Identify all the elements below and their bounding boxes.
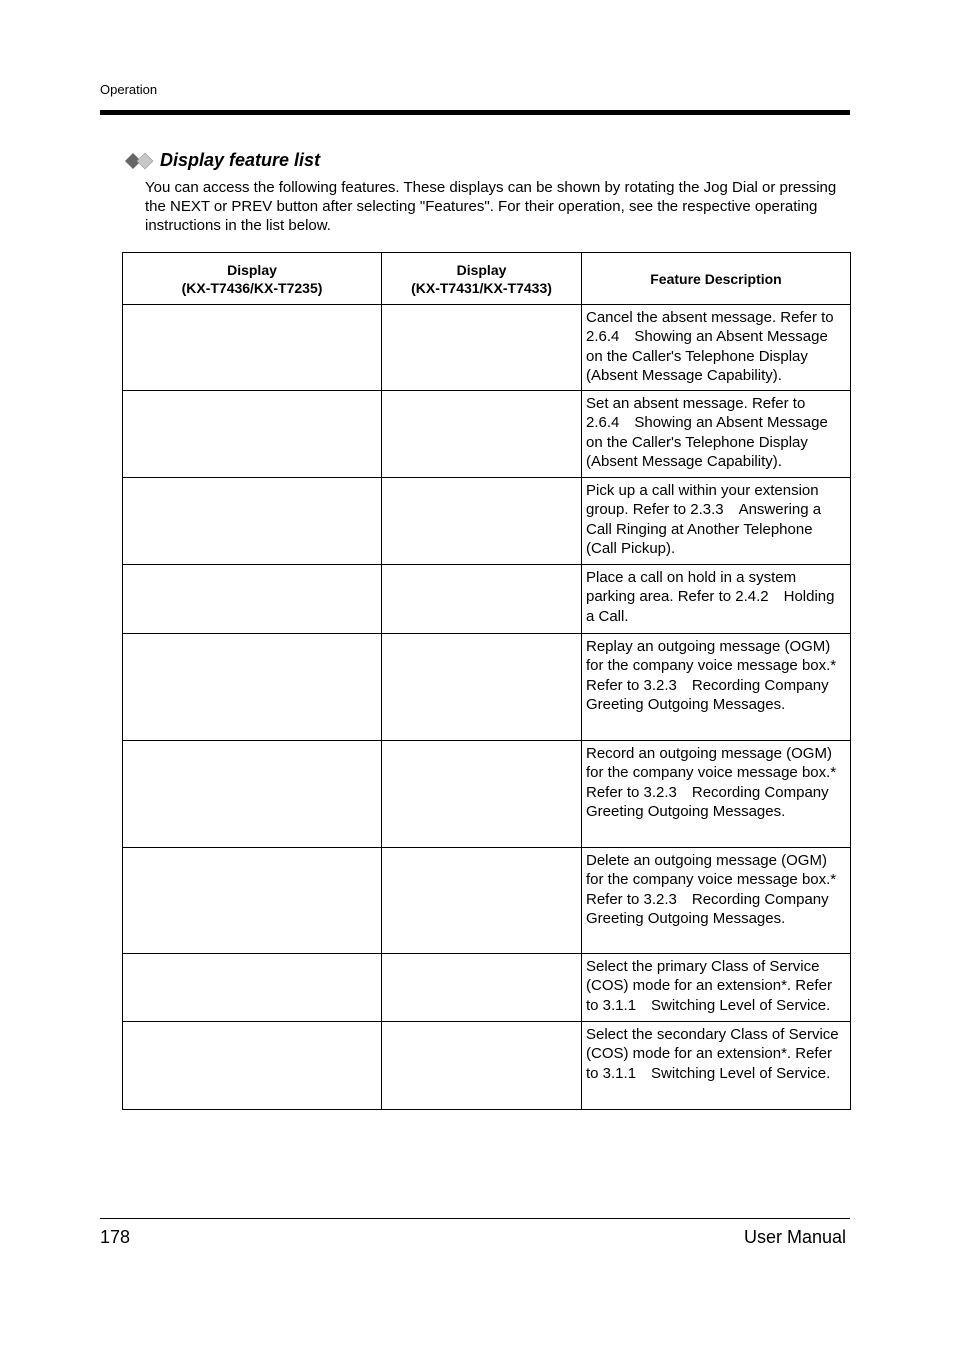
header-line: (KX-T7436/KX-T7235): [181, 279, 323, 296]
cell-description: Replay an outgoing message (OGM) for the company voice message box.* Refer to 3.2.3 Recording Company Greeting Outgoing Messages.: [582, 634, 851, 741]
header-display-kx-t7436: [123, 253, 382, 305]
cell-description: Select the primary Class of Service (COS) mode for an extension*. Refer to 3.1.1 Switching Level of Service.: [582, 954, 851, 1022]
cell-display-b: [382, 305, 582, 391]
table-row: [123, 634, 851, 741]
cell-display-b: [382, 741, 582, 848]
cell-description: Delete an outgoing message (OGM) for the company voice message box.* Refer to 3.2.3 Recording Company Greeting Outgoing Messages.: [582, 848, 851, 954]
cell-display-a: [123, 848, 382, 954]
cell-display-a: [123, 741, 382, 848]
page-number: 178: [100, 1227, 131, 1247]
table-row: [123, 391, 851, 478]
feature-table: [122, 252, 851, 1110]
table-row: [123, 1022, 851, 1110]
table-header-row: [123, 253, 851, 305]
cell-description: Select the secondary Class of Service (COS) mode for an extension*. Refer to 3.1.1 Switching Level of Service.: [582, 1022, 851, 1110]
cell-display-a: [123, 305, 382, 391]
cell-display-b: [382, 634, 582, 741]
table-row: [123, 305, 851, 391]
cell-display-b: [382, 478, 582, 565]
cell-description: Record an outgoing message (OGM) for the company voice message box.* Refer to 3.2.3 Recording Company Greeting Outgoing Messages.: [582, 741, 851, 848]
header-rule: [100, 110, 850, 115]
double-diamond-icon: [124, 151, 156, 171]
table-row: [123, 478, 851, 565]
footer-title: User Manual: [743, 1227, 846, 1247]
table-row: [123, 848, 851, 954]
header-feature-description: [582, 253, 851, 305]
cell-display-a: [123, 634, 382, 741]
header-line: Display: [227, 261, 277, 278]
cell-display-b: [382, 1022, 582, 1110]
header-display-kx-t7431: [382, 253, 582, 305]
cell-display-a: [123, 954, 382, 1022]
cell-display-a: [123, 391, 382, 478]
table-row: [123, 954, 851, 1022]
cell-description: Pick up a call within your extension group. Refer to 2.3.3 Answering a Call Ringing at Another Telephone (Call Pickup).: [582, 478, 851, 565]
footer-rule: [100, 1218, 850, 1219]
cell-display-a: [123, 1022, 382, 1110]
cell-display-a: [123, 478, 382, 565]
cell-description: Set an absent message. Refer to 2.6.4 Showing an Absent Message on the Caller's Telephone Display (Absent Message Capability).: [582, 391, 851, 478]
cell-display-b: [382, 848, 582, 954]
cell-display-b: [382, 565, 582, 634]
header-line: (KX-T7431/KX-T7433): [411, 279, 552, 296]
section-heading: [124, 150, 320, 171]
cell-description: Place a call on hold in a system parking area. Refer to 2.4.2 Holding a Call.: [582, 565, 851, 634]
cell-description: Cancel the absent message. Refer to 2.6.4 Showing an Absent Message on the Caller's Telephone Display (Absent Message Capability).: [582, 305, 851, 391]
cell-display-b: [382, 391, 582, 478]
table-row: [123, 741, 851, 848]
intro-paragraph: You can access the following features. These displays can be shown by rotating the Jog Dial or pressing the NEXT or PREV button after selecting "Features". For their operation, see the respective operating instructions in the list below.: [145, 179, 837, 234]
running-header: Operation: [100, 82, 158, 97]
cell-display-a: [123, 565, 382, 634]
header-line: Feature Description: [650, 270, 782, 287]
section-title: Display feature list: [160, 150, 321, 170]
table-row: [123, 565, 851, 634]
header-line: Display: [456, 261, 507, 278]
cell-display-b: [382, 954, 582, 1022]
